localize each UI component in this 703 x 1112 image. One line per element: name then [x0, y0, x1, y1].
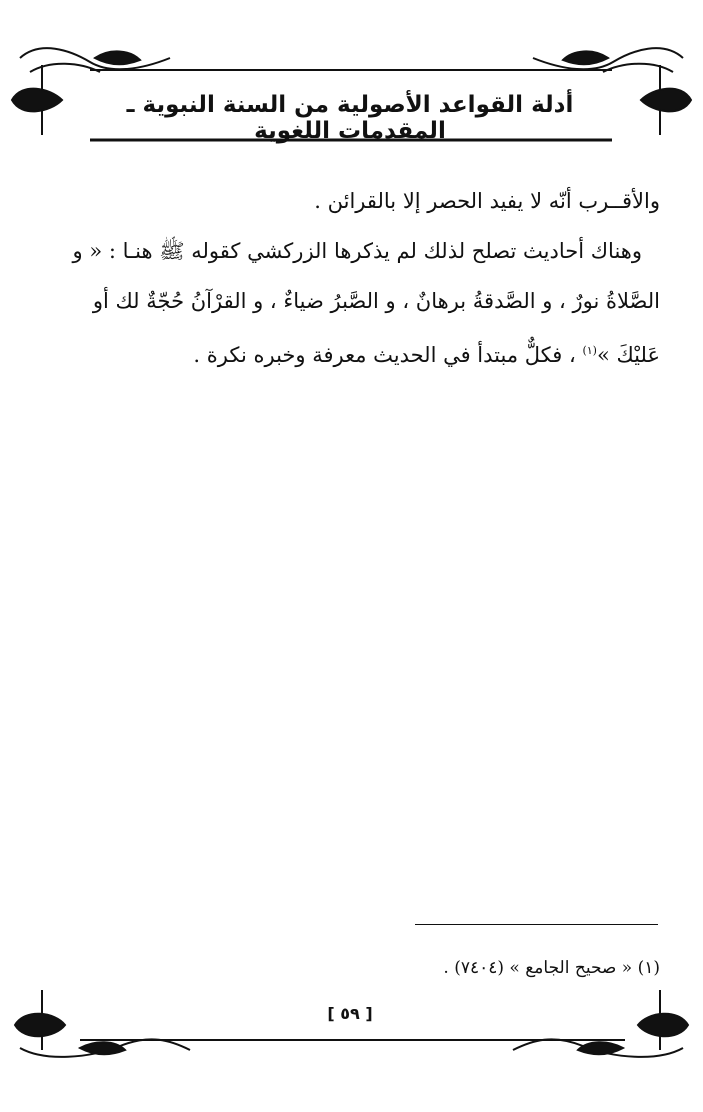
- body-text: [38, 176, 660, 380]
- paragraph-2-line-1: وهناك أحاديث تصلح لذلك لم يذكرها الزركشي كقوله ﷺ هنـا : « و: [72, 239, 642, 263]
- hadith-end: عَليْكَ »: [596, 343, 660, 367]
- footnote-reference: (١): [582, 344, 597, 357]
- paragraph-1: والأقــرب أنّه لا يفيد الحصر إلا بالقرائن .: [314, 189, 660, 213]
- footnote-marker: (١): [637, 958, 660, 978]
- page-number: [ ٥٩ ]: [327, 1004, 373, 1023]
- paragraph-2-tail: ، فكلٌّ مبتدأ في الحديث معرفة وخبره نكرة .: [193, 343, 583, 367]
- paragraph-2-line-2: الصَّلاةُ نورٌ ، و الصَّدقةُ برهانٌ ، و الصَّبرُ ضياءٌ ، و القرْآنُ حُجّةٌ لك أو: [92, 289, 660, 313]
- footnote-text: « صحيح الجامع » (٧٤٠٤) .: [443, 958, 633, 978]
- footnote-separator: [415, 924, 658, 925]
- paragraph-2-line-3: [38, 326, 660, 380]
- footnote: [300, 958, 660, 978]
- running-header-title: أدلة القواعد الأصولية من السنة النبوية ـ المقدمات اللغوية: [126, 92, 574, 144]
